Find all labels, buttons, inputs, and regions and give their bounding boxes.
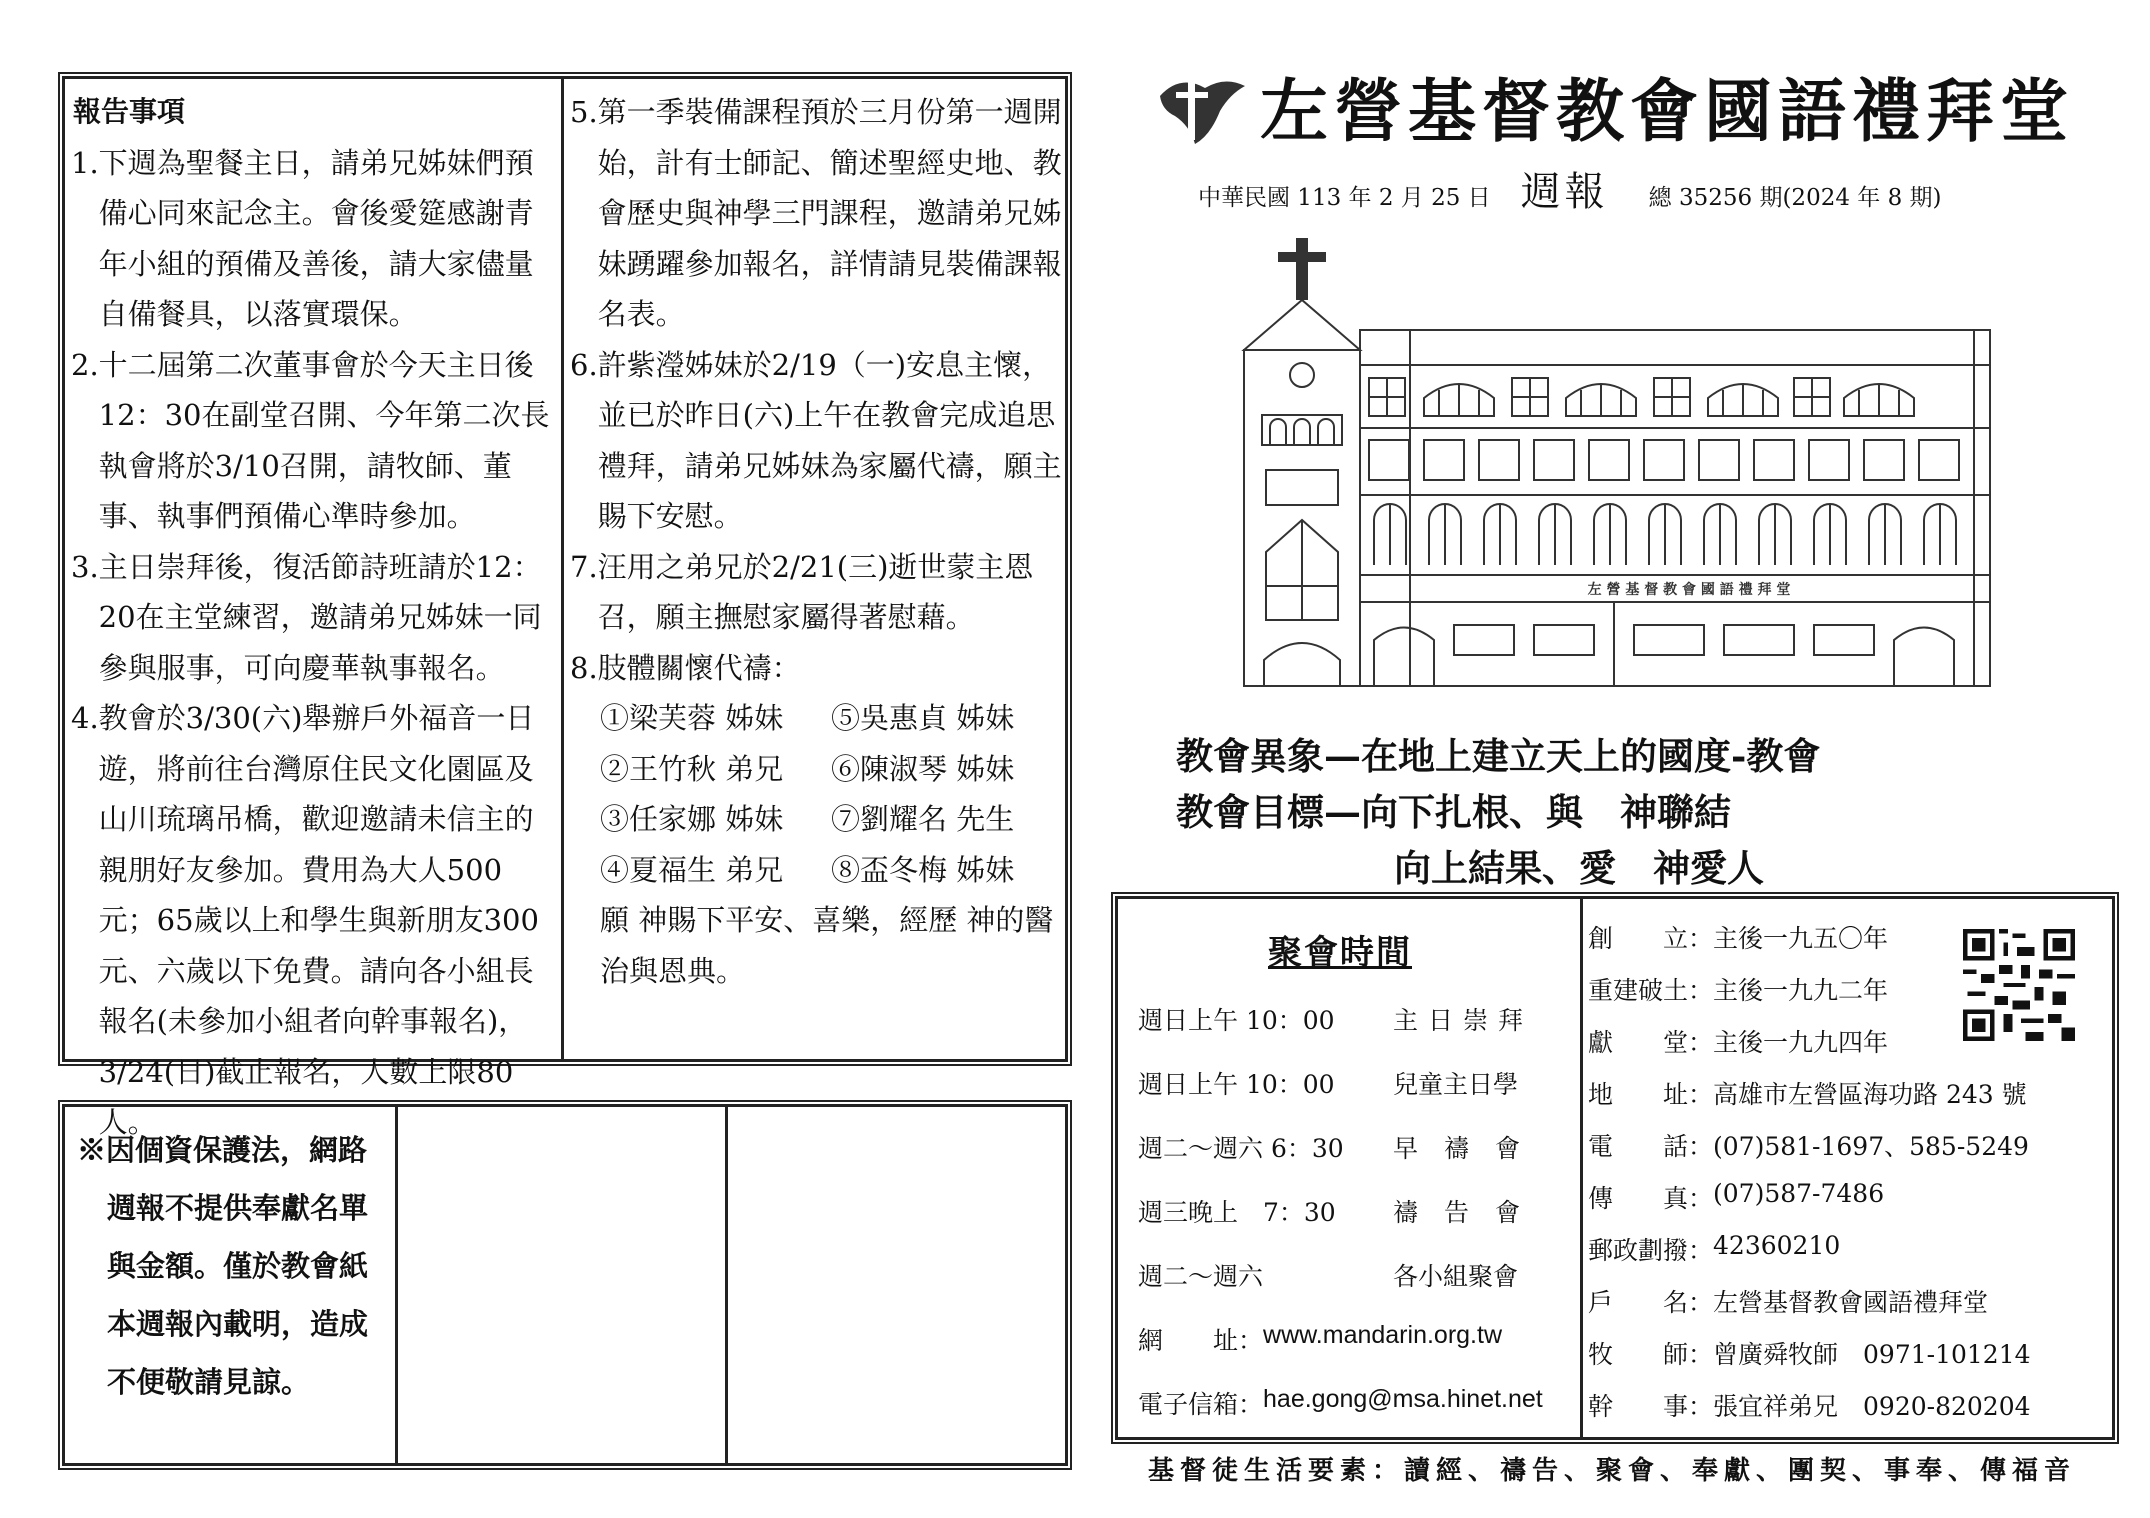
info-row: 傳 真： (07)587-7486 — [1588, 1179, 1885, 1213]
meeting-row: 週日上午 10：00 兒童主日學 — [1138, 1070, 1519, 1099]
website-row: 網 址： www.mandarin.org.tw — [1138, 1321, 1502, 1355]
meeting-row: 週二～週六 6：30 早禱會 — [1138, 1134, 1547, 1163]
info-row: 創 立： 主後一九五〇年 — [1588, 924, 1889, 953]
info-row: 幹 事： 張宜祥弟兄 0920-820204 — [1588, 1392, 2031, 1421]
vision-line: 教會異象—在地上建立天上的國度-教會 — [1176, 734, 1821, 778]
announcement-item: 6. 許紫瀅姊妹於2/19（一)安息主懷，並已於昨日(六)上午在教會完成追思禮拜，請弟兄姊妹為家屬代禱，願主賜下安慰。 — [570, 347, 1062, 533]
announcement-heading: 報告事項 — [73, 95, 186, 128]
privacy-note — [77, 1121, 387, 1411]
church-building-illustration — [1234, 230, 2014, 690]
meeting-times-title: 聚會時間 — [1268, 933, 1412, 973]
privacy-note-line: ※因個資保護法，網路 — [77, 1133, 368, 1167]
church-logo-icon — [1150, 66, 1250, 146]
prayer-row: ④夏福生 弟兄 ⑧盃冬梅 姊妹 — [600, 852, 1015, 887]
privacy-note-box — [62, 1104, 1068, 1466]
bulletin-label: 週報 — [1520, 169, 1609, 215]
info-row: 郵政劃撥： 42360210 — [1588, 1231, 1841, 1265]
email-link[interactable]: hae.gong@msa.hinet.net — [1263, 1385, 1543, 1413]
info-row: 重建破土： 主後一九九二年 — [1588, 976, 1889, 1005]
announcement-item: 5. 第一季裝備課程預於三月份第一週開始，計有士師記、簡述聖經史地、教會歷史與神學三門課程，邀請弟兄姊妹踴躍參加報名，詳情請見裝備課報名表。 — [570, 95, 1062, 331]
box-divider — [725, 1107, 728, 1463]
privacy-note-line: 本週報內載明，造成 — [107, 1307, 369, 1341]
privacy-note-line: 與金額。僅於教會紙 — [107, 1249, 369, 1283]
announcement-item: 8. 肢體關懷代禱： — [570, 650, 801, 685]
info-row: 戶 名： 左營基督教會國語禮拜堂 — [1588, 1288, 1989, 1317]
announcement-column-left — [71, 87, 559, 1148]
goal-line: 教會目標—向下扎根、與 神聯結 — [1176, 790, 1731, 834]
church-info-box — [1115, 896, 2115, 1440]
announcement-column-right — [570, 87, 1062, 996]
prayer-row: ②王竹秋 弟兄 ⑥陳淑琴 姊妹 — [600, 751, 1015, 786]
meeting-row: 週二～週六 各小組聚會 — [1138, 1262, 1519, 1291]
info-row: 獻 堂： 主後一九九四年 — [1588, 1028, 1889, 1057]
privacy-note-line: 不便敬請見諒。 — [107, 1365, 311, 1399]
info-divider — [1580, 899, 1583, 1437]
prayer-row: ③任家娜 姊妹 ⑦劉耀名 先生 — [600, 802, 1015, 836]
email-row: 電子信箱： hae.gong@msa.hinet.net — [1138, 1385, 1543, 1419]
info-row: 牧 師： 曾廣舜牧師 0971-101214 — [1588, 1340, 2031, 1369]
building-sign: 左 營 基 督 教 會 國 語 禮 拜 堂 — [1587, 582, 1791, 598]
website-link[interactable]: www.mandarin.org.tw — [1263, 1321, 1502, 1349]
announcement-item: 4. 教會於3/30(六)舉辦戶外福音一日遊，將前往台灣原住民文化園區及山川琉璃吊橋，歡迎邀請未信主的親朋好友參加。費用為大人500元；65歲以上和學生與新朋友300元、六歲以下免費。請向各小組長報名(未參加小組者向幹事報名)，3/24(日)截止報名，人數上限80人。 — [71, 701, 539, 1139]
announcement-item: 2. 十二屆第二次董事會於今天主日後12：30在副堂召開、今年第二次長執會將於3/10召開，請牧師、董事、執事們預備心準時參加。 — [71, 347, 550, 533]
issue-date: 中華民國 113 年 2 月 25 日 — [1198, 185, 1491, 211]
issue-line — [1198, 160, 2058, 217]
church-name: 左營基督教會國語禮拜堂 — [1260, 72, 2075, 152]
announcement-item: 3. 主日崇拜後，復活節詩班請於12：20在主堂練習，邀請弟兄姊妹一同參與服事，可向慶華執事報名。 — [71, 549, 542, 685]
christian-life-essentials: 基督徒生活要素：讀經、禱告、聚會、奉獻、團契、事奉、傳福音 — [1148, 1456, 2077, 1486]
issue-number: 總 35256 期(2024 年 8 期) — [1648, 185, 1942, 211]
announcement-box — [62, 76, 1068, 1139]
church-vision — [1176, 728, 1820, 896]
goal-line: 向上結果、愛 神愛人 — [1394, 846, 1764, 890]
privacy-note-line: 週報不提供奉獻名單 — [107, 1191, 369, 1225]
column-divider — [561, 79, 564, 1059]
qr-code-icon[interactable] — [1963, 929, 2075, 1041]
info-row: 地 址： 高雄市左營區海功路 243 號 — [1588, 1080, 2027, 1109]
announcement-item: 7. 汪用之弟兄於2/21(三)逝世蒙主恩召，願主撫慰家屬得著慰藉。 — [570, 549, 1034, 634]
box-divider — [395, 1107, 398, 1463]
announcement-item: 1. 下週為聖餐主日，請弟兄姊妹們預備心同來記念主。會後愛筵感謝青年小組的預備及善後，請大家儘量自備餐具，以落實環保。 — [71, 145, 534, 331]
meeting-row: 週日上午 10：00 主日崇拜 — [1138, 1006, 1534, 1035]
prayer-closing: 願 神賜下平安、喜樂，經歷 神的醫治與恩典。 — [600, 903, 1054, 988]
prayer-row: ①梁芙蓉 姊妹 ⑤吳惠貞 姊妹 — [600, 701, 1015, 735]
meeting-row: 週三晚上 7：30 禱告會 — [1138, 1198, 1547, 1227]
info-row: 電 話： (07)581-1697、585-5249 — [1588, 1132, 2029, 1161]
